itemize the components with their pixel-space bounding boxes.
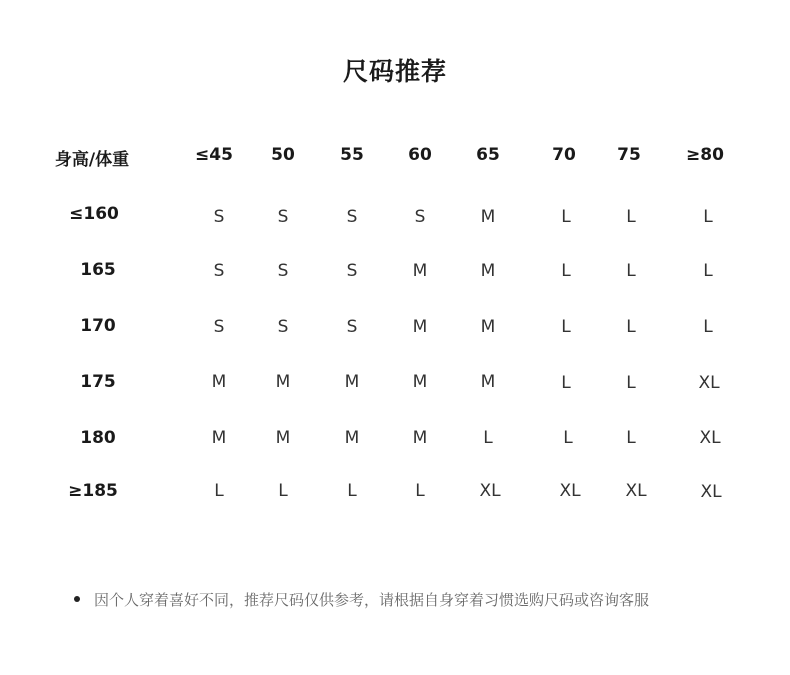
weight-header: ≥80 bbox=[686, 145, 724, 165]
size-cell: L bbox=[703, 207, 713, 227]
size-cell: S bbox=[346, 261, 358, 281]
size-cell: L bbox=[278, 481, 288, 501]
weight-header: 70 bbox=[552, 145, 576, 165]
size-cell: L bbox=[347, 481, 357, 501]
size-cell: M bbox=[412, 317, 428, 337]
size-cell: L bbox=[561, 317, 571, 337]
weight-header: 60 bbox=[408, 145, 432, 165]
size-cell: S bbox=[277, 317, 289, 337]
size-cell: L bbox=[626, 207, 636, 227]
note-text: 因个人穿着喜好不同，推荐尺码仅供参考，请根据自身穿着习惯选购尺码或咨询客服 bbox=[94, 591, 650, 609]
height-label: 165 bbox=[80, 260, 116, 280]
height-label: 170 bbox=[80, 316, 116, 336]
bullet-icon bbox=[74, 596, 80, 602]
size-cell: S bbox=[213, 207, 225, 227]
size-cell: M bbox=[211, 372, 227, 392]
size-cell: M bbox=[412, 261, 428, 281]
size-cell: XL bbox=[699, 428, 721, 448]
height-label: 175 bbox=[80, 372, 116, 392]
size-cell: S bbox=[277, 261, 289, 281]
size-cell: L bbox=[703, 317, 713, 337]
weight-header: 55 bbox=[340, 145, 364, 165]
size-cell: L bbox=[626, 428, 636, 448]
size-cell: XL bbox=[479, 481, 501, 501]
size-cell: M bbox=[275, 372, 291, 392]
size-cell: XL bbox=[700, 482, 722, 502]
size-cell: S bbox=[213, 317, 225, 337]
size-cell: M bbox=[275, 428, 291, 448]
size-cell: S bbox=[213, 261, 225, 281]
weight-header: 75 bbox=[617, 145, 641, 165]
size-cell: L bbox=[703, 261, 713, 281]
weight-header: 65 bbox=[476, 145, 500, 165]
size-cell: L bbox=[626, 261, 636, 281]
size-cell: XL bbox=[559, 481, 581, 501]
size-cell: L bbox=[483, 428, 493, 448]
size-cell: L bbox=[561, 207, 571, 227]
size-cell: M bbox=[211, 428, 227, 448]
page-title: 尺码推荐 bbox=[342, 57, 447, 86]
size-cell: S bbox=[414, 207, 426, 227]
size-cell: S bbox=[346, 317, 358, 337]
size-cell: L bbox=[563, 428, 573, 448]
size-cell: L bbox=[561, 261, 571, 281]
size-cell: M bbox=[480, 317, 496, 337]
size-cell: M bbox=[344, 428, 360, 448]
size-note bbox=[74, 589, 649, 610]
size-cell: M bbox=[480, 207, 496, 227]
size-cell: M bbox=[412, 428, 428, 448]
size-cell: L bbox=[214, 481, 224, 501]
size-cell: L bbox=[415, 481, 425, 501]
size-cell: L bbox=[561, 373, 571, 393]
size-cell: XL bbox=[625, 481, 647, 501]
size-cell: L bbox=[626, 317, 636, 337]
weight-header: 50 bbox=[271, 145, 295, 165]
size-cell: S bbox=[346, 207, 358, 227]
size-cell: M bbox=[480, 261, 496, 281]
corner-header: 身高/体重 bbox=[54, 150, 130, 170]
size-cell: S bbox=[277, 207, 289, 227]
size-cell: M bbox=[344, 372, 360, 392]
size-cell: L bbox=[626, 373, 636, 393]
height-label: 180 bbox=[80, 428, 116, 448]
height-label: ≤160 bbox=[69, 204, 119, 224]
size-cell: XL bbox=[698, 373, 720, 393]
size-cell: M bbox=[412, 372, 428, 392]
height-label: ≥185 bbox=[68, 481, 118, 501]
size-cell: M bbox=[480, 372, 496, 392]
weight-header: ≤45 bbox=[195, 145, 233, 165]
